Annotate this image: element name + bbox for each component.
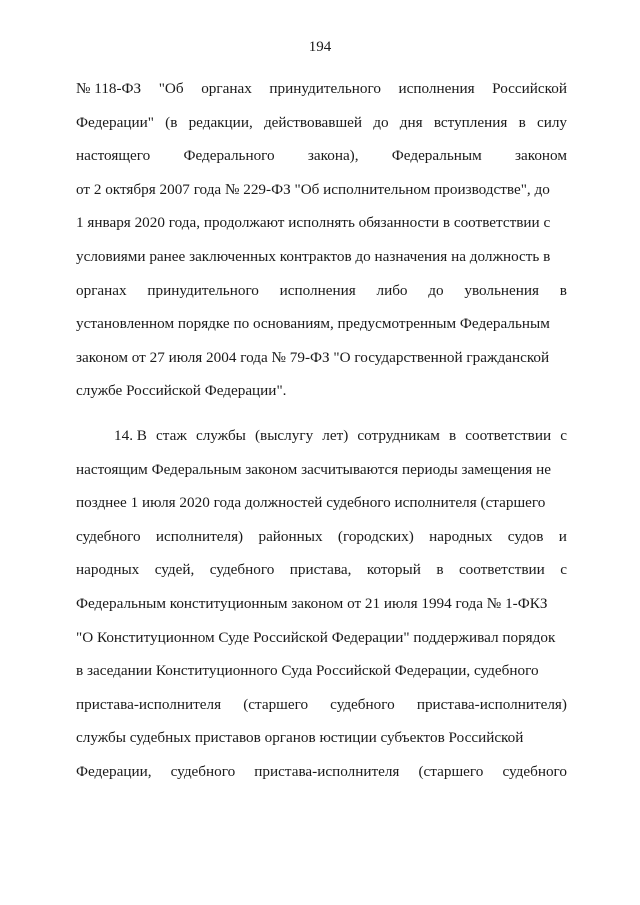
word: сотрудникам xyxy=(357,426,440,444)
word: Федерального xyxy=(183,147,275,165)
word: судей, xyxy=(154,561,195,579)
document-body xyxy=(76,72,567,788)
word: судебного xyxy=(170,762,236,780)
word: редакции, xyxy=(188,113,253,131)
word: пристава-исполнителя xyxy=(76,695,222,713)
text-line: 1 января 2020 года, продолжают исполнять обязанности в соответствии с xyxy=(76,214,551,232)
text-line: позднее 1 июля 2020 года должностей судебного исполнителя (старшего xyxy=(76,494,546,512)
word: который xyxy=(366,561,421,579)
text-line: законом от 27 июля 2004 года № 79-ФЗ "О государственной гражданской xyxy=(76,348,550,366)
word: (выслугу xyxy=(255,426,314,444)
word: настоящего xyxy=(76,147,151,165)
word: (старшего xyxy=(418,762,484,780)
word: силу xyxy=(536,113,567,131)
word: дня xyxy=(399,113,423,131)
word: с xyxy=(560,561,567,579)
text-line: службе Российской Федерации". xyxy=(76,382,287,400)
word: в xyxy=(449,426,457,444)
word: судебного xyxy=(330,695,395,713)
text-line: условиями ранее заключенных контрактов до назначения на должность в xyxy=(76,247,551,265)
word: пристава-исполнителя) xyxy=(416,695,567,713)
word: принудительного xyxy=(269,80,381,97)
word: судебного xyxy=(76,527,141,545)
word: Федерации" xyxy=(76,113,154,131)
word: исполнения xyxy=(279,281,356,299)
word: исполнения xyxy=(398,80,475,97)
text-line xyxy=(76,688,567,722)
word: стаж xyxy=(156,426,187,444)
word: народных xyxy=(429,527,493,545)
word: законом xyxy=(514,147,567,165)
word: соответствии xyxy=(458,561,545,579)
text-line: в заседании Конституционного Суда Российской Федерации, судебного xyxy=(76,662,539,680)
page-number: 194 xyxy=(308,39,332,55)
word: в xyxy=(518,113,526,131)
word: и xyxy=(558,527,567,545)
text-line: установленном порядке по основаниям, предусмотренным Федеральным xyxy=(76,315,550,333)
text-line xyxy=(76,553,567,587)
word: (городских) xyxy=(337,527,414,545)
word: 14. В xyxy=(114,426,147,444)
word: увольнения xyxy=(464,281,540,299)
paragraph-2 xyxy=(76,419,567,789)
word: в xyxy=(436,561,444,579)
word: районных xyxy=(258,527,323,545)
word: органах xyxy=(76,281,127,299)
text-line xyxy=(76,274,567,308)
text-line: от 2 октября 2007 года № 229-ФЗ "Об исполнительном производстве", до xyxy=(76,180,550,198)
word: до xyxy=(373,113,389,131)
word: органах xyxy=(201,80,252,97)
word: Федеральным xyxy=(391,147,482,165)
word: принудительного xyxy=(147,281,259,299)
word: исполнителя) xyxy=(155,527,244,545)
text-line xyxy=(76,139,567,173)
word: с xyxy=(560,426,567,444)
text-line xyxy=(76,106,567,140)
word: действовавшей xyxy=(263,113,363,131)
word: закона), xyxy=(307,147,359,165)
word: № 118-ФЗ xyxy=(76,80,142,97)
word: (старшего xyxy=(243,695,309,713)
word: пристава-исполнителя xyxy=(254,762,400,780)
paragraph-1 xyxy=(76,72,567,408)
word: в xyxy=(559,281,567,299)
text-line: службы судебных приставов органов юстиции субъектов Российской xyxy=(76,729,524,747)
word: службы xyxy=(195,426,246,444)
word: соответствии xyxy=(465,426,552,444)
word: пристава, xyxy=(289,561,352,579)
word: судебного xyxy=(502,762,567,780)
word: Российской xyxy=(492,80,567,97)
word: судов xyxy=(507,527,544,545)
word: (в xyxy=(165,113,178,131)
text-line xyxy=(76,755,567,789)
word: лет) xyxy=(322,426,349,444)
text-line xyxy=(76,72,567,106)
word: вступления xyxy=(433,113,508,131)
text-line: Федеральным конституционным законом от 21 июля 1994 года № 1-ФКЗ xyxy=(76,594,548,612)
word: народных xyxy=(76,561,140,579)
word: судебного xyxy=(209,561,275,579)
word: либо xyxy=(376,281,408,299)
word: до xyxy=(428,281,444,299)
word: Федерации, xyxy=(76,762,152,780)
text-line xyxy=(76,520,567,554)
text-line: "О Конституционном Суде Российской Федерации" поддерживал порядок xyxy=(76,628,556,646)
text-line xyxy=(76,419,567,453)
word: "Об xyxy=(158,80,184,97)
text-line: настоящим Федеральным законом засчитываются периоды замещения не xyxy=(76,460,551,478)
